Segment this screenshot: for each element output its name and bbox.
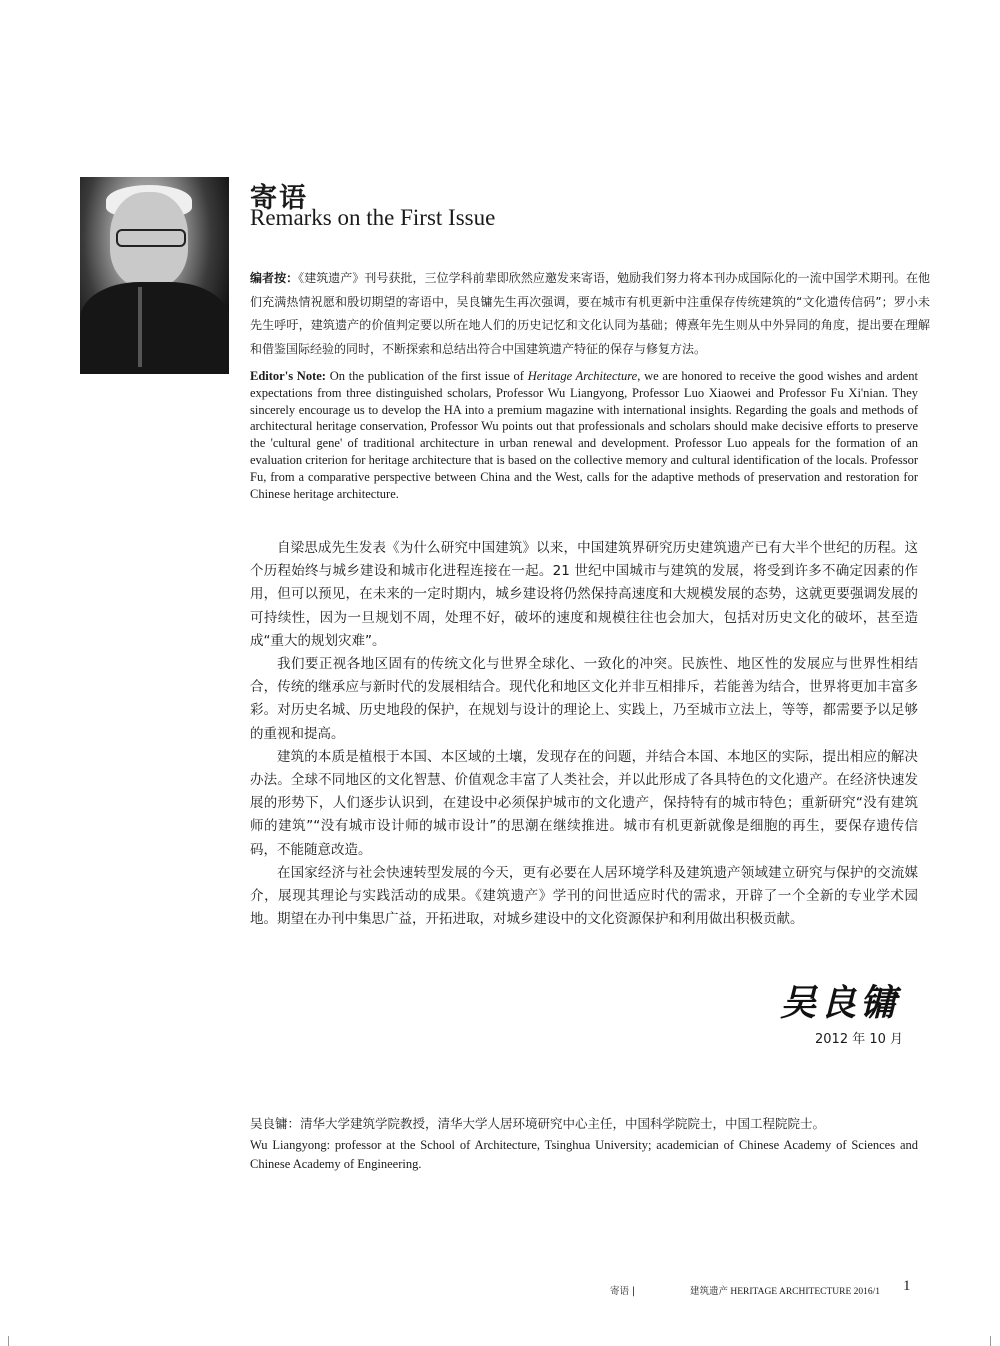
portrait-microphone — [138, 287, 142, 367]
editor-note-chinese — [250, 267, 930, 361]
handwritten-signature: 吴良镛 — [780, 982, 901, 1024]
editor-note-english — [250, 368, 918, 502]
title-chinese: 寄语 — [250, 183, 308, 214]
portrait-glasses — [116, 229, 186, 247]
editor-note-en-label: Editor's Note: — [250, 369, 326, 383]
journal-name: Heritage Architecture — [527, 369, 638, 383]
crop-mark-right — [990, 1336, 1000, 1346]
body-paragraph-4: 在国家经济与社会快速转型发展的今天，更有必要在人居环境学科及建筑遗产领域建立研究与保护的交流媒介，展现其理论与实践活动的成果。《建筑遗产》学刊的问世适应时代的需求，开辟了一个全新的专业学术园地。期望在办刊中集思广益，开拓进取，对城乡建设中的文化资源保护和利用做出积极贡献。 — [250, 864, 918, 928]
editor-note-cn-label: 编者按： — [250, 271, 299, 285]
editor-note-en-post: , we are honored to receive the good wishes and ardent expectations from three distinguished scholars, Professor Wu Liangyong, Professor Luo Xiaowei and Professor Fu Xi'nian. They sincerely encourage us to develop the HA into a premium magazine with international insights. Regarding the goals and methods of architectural heritage conservation, Professor Wu points out that professionals and scholars should make decisive efforts to preserve the 'cultural gene' of traditional architecture in urban renewal and development. Professor Luo appeals for the formation of an evaluation criterion for heritage architecture that is based on the collective memory and cultural identification of the locals. Professor Fu, from a comparative perspective between China and the West, calls for the adaptive methods of preservation and restoration for Chinese heritage architecture. — [250, 369, 918, 501]
signature-date: 2012 年 10 月 — [815, 1032, 904, 1047]
body-paragraph-2: 我们要正视各地区固有的传统文化与世界全球化、一致化的冲突。民族性、地区性的发展应与世界性相结合，传统的继承应与新时代的发展相结合。现代化和地区文化并非互相排斥，若能善为结合，世界将更加丰富多彩。对历史名城、历史地段的保护，在规划与设计的理论上、实践上，乃至城市立法上，等等，都需要予以足够的重视和提高。 — [250, 656, 918, 742]
page-number: 1 — [903, 1278, 911, 1294]
editor-note-en-pre: On the publication of the first issue of — [325, 369, 528, 383]
footer-section-label: 寄语 | — [610, 1286, 636, 1297]
author-bio-english: Wu Liangyong: professor at the School of Architecture, Tsinghua University; academician of Chinese Academy of Sciences and Chinese Academy of Engineering. — [250, 1138, 918, 1171]
portrait-body — [80, 282, 229, 374]
title-english: Remarks on the First Issue — [250, 205, 496, 230]
author-portrait — [80, 177, 229, 374]
body-paragraph-3: 建筑的本质是植根于本国、本区域的土壤，发现存在的问题，并结合本国、本地区的实际，提出相应的解决办法。全球不同地区的文化智慧、价值观念丰富了人类社会，并以此形成了各具特色的文化遗产。在经济快速发展的形势下，人们逐步认识到，在建设中必须保护城市的文化遗产，保持特有的城市特色；重新研究“没有建筑师的建筑”“没有城市设计师的城市设计”的思潮在继续推进。城市有机更新就像是细胞的再生，要保存遗传信码，不能随意改造。 — [250, 748, 918, 858]
footer-publication: 建筑遗产 HERITAGE ARCHITECTURE 2016/1 — [690, 1287, 881, 1297]
editor-note-cn-text: 《建筑遗产》刊号获批，三位学科前辈即欣然应邀发来寄语，勉励我们努力将本刊办成国际化的一流中国学术期刊。在他们充满热情祝愿和殷切期望的寄语中，吴良镛先生再次强调，要在城市有机更新中注重保存传统建筑的“文化遗传信码”；罗小未先生呼吁，建筑遗产的价值判定要以所在地人们的历史记忆和文化认同为基础；傅熹年先生则从中外异同的角度，提出要在理解和借鉴国际经验的同时，不断探索和总结出符合中国建筑遗产特征的保存与修复方法。 — [250, 271, 930, 356]
crop-mark-left — [8, 1336, 19, 1346]
body-paragraph-1: 自梁思成先生发表《为什么研究中国建筑》以来，中国建筑界研究历史建筑遗产已有大半个世纪的历程。这个历程始终与城乡建设和城市化进程连接在一起。21 世纪中国城市与建筑的发展，将受到许多不确定因素的作用，但可以预见，在未来的一定时期内，城乡建设将仍然保持高速度和大规模发展的态势，这就更要强调发展的可持续性，因为一旦规划不周，处理不好，破坏的速度和规模往往也会加大，包括对历史文化的破坏，甚至造成“重大的规划灾难”。 — [250, 540, 918, 649]
author-bio-chinese: 吴良镛：清华大学建筑学院教授，清华大学人居环境研究中心主任，中国科学院院士，中国工程院院士。 — [250, 1116, 826, 1131]
article-body — [250, 537, 918, 931]
